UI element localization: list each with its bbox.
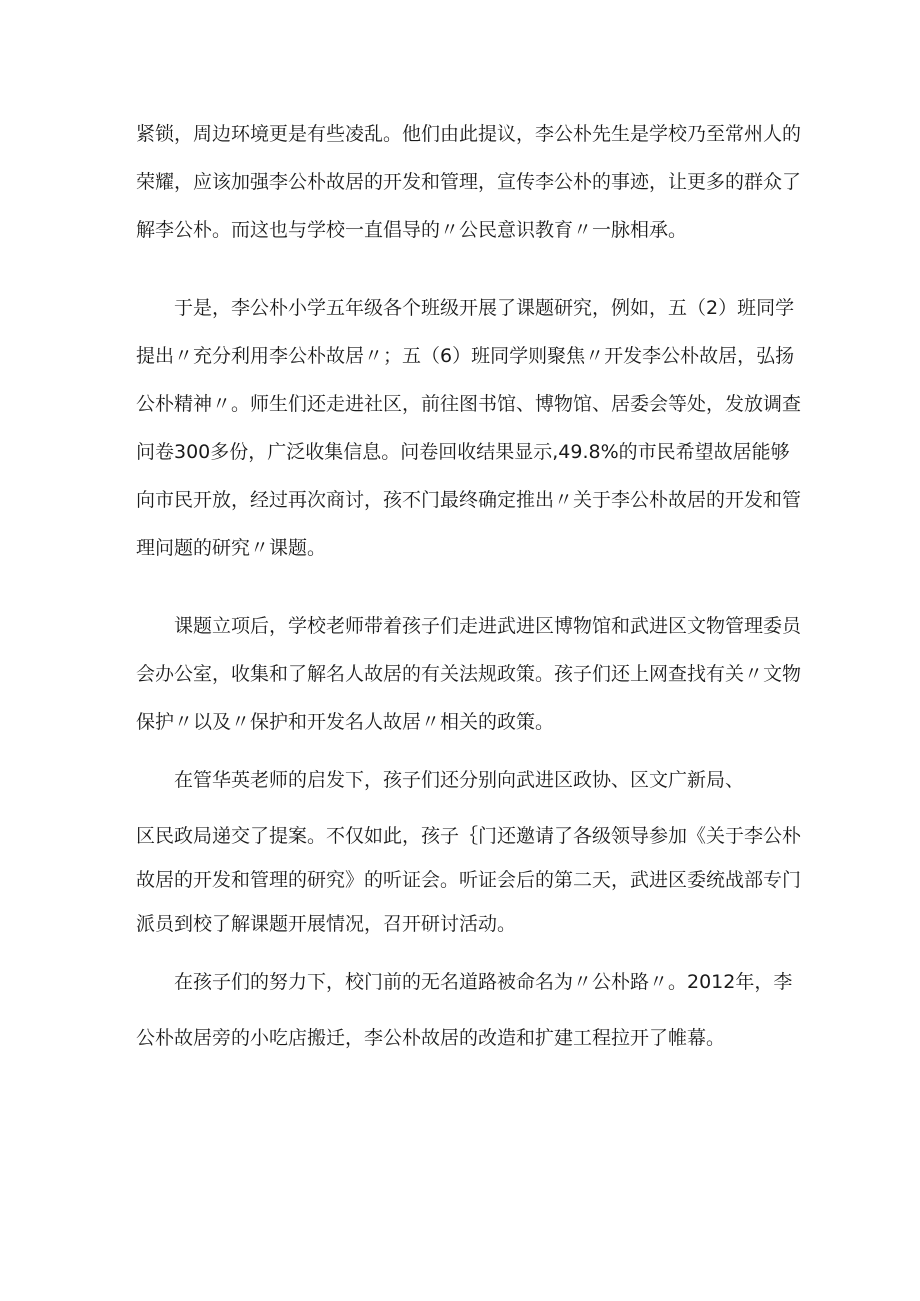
text-line: 于是，李公朴小学五年级各个班级开展了课题研究，例如，五（2）班同学 <box>174 297 795 319</box>
text-line: 向市民开放，经过再次商讨，孩不门最终确定推出〃关于李公朴故居的开发和管 <box>136 489 802 511</box>
text-line: 荣耀，应该加强李公朴故居的开发和管理，宣传李公朴的事迹，让更多的群众了 <box>136 171 802 193</box>
text-line: 解李公朴。而这也与学校一直倡导的〃公民意识教育〃一脉相承。 <box>136 219 688 241</box>
text-line: 公朴精神〃。师生们还走进社区，前往图书馆、博物馆、居委会等处，发放调查 <box>136 393 802 415</box>
text-line: 提出〃充分利用李公朴故居〃；五（6）班同学则聚焦〃开发李公朴故居，弘扬 <box>136 345 795 367</box>
text-line: 紧锁，周边环境更是有些凌乱。他们由此提议，李公朴先生是学校乃至常州人的 <box>136 123 802 145</box>
text-line: 会办公室，收集和了解名人故居的有关法规政策。孩子们还上网查找有关〃文物 <box>136 663 802 685</box>
text-line: 问卷300多份，广泛收集信息。问卷回收结果显示,49.8%的市民希望故居能够 <box>136 441 790 463</box>
text-line: 故居的开发和管理的研究》的听证会。听证会后的第二天，武进区委统战部专门 <box>136 869 802 891</box>
text-line: 课题立项后，学校老师带着孩子们走进武进区博物馆和武进区文物管理委员 <box>174 615 802 637</box>
text-line: 保护〃以及〃保护和开发名人故居〃相关的政策。 <box>136 711 555 733</box>
text-line: 派员到校了解课题开展情况，召开研讨活动。 <box>136 913 517 935</box>
text-line: 在管华英老师的启发下，孩子们还分别向武进区政协、区文广新局、 <box>174 769 745 791</box>
text-line: 区民政局递交了提案。不仅如此，孩子｛门还邀请了各级领导参加《关于李公朴 <box>136 825 802 847</box>
text-line: 理问题的研究〃课题。 <box>136 537 327 559</box>
text-line: 在孩子们的努力下，校门前的无名道路被命名为〃公朴路〃。2012年，李 <box>174 971 793 993</box>
text-line: 公朴故居旁的小吃店搬迁，李公朴故居的改造和扩建工程拉开了帷幕。 <box>136 1027 726 1049</box>
